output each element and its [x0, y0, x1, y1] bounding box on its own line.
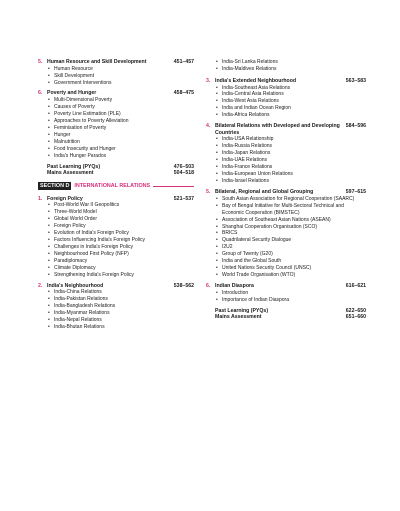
topic-item: • Group of Twenty (G20) — [222, 251, 366, 258]
topic-list — [206, 85, 366, 120]
topic-item: • India-UAE Relations — [222, 157, 366, 164]
chapter — [206, 283, 366, 304]
topic-item: • India-Central Asia Relations — [222, 91, 366, 98]
topic-item: • Bay of Bengal Initiative for Multi-Sectoral Technical and Economic Cooperation (BIMSTEC) — [222, 203, 366, 217]
topic-item: • India-USA Relationship — [222, 136, 366, 143]
topic-list — [38, 97, 194, 160]
section-title: INTERNATIONAL RELATIONS — [74, 182, 151, 189]
topic-item: • India-Maldives Relations — [222, 66, 366, 73]
topic-item: • Three-World Model — [54, 209, 194, 216]
chapter — [206, 78, 366, 119]
chapter-title: Bilateral, Regional and Global Grouping — [215, 189, 314, 196]
chapter-pages: 451–457 — [173, 59, 194, 65]
topic-item: • India-Sri Lanka Relations — [222, 59, 366, 66]
right-chapters — [206, 78, 366, 304]
assessment-row — [38, 170, 194, 177]
chapter-title: Bilateral Relations with Developed and Developing Countries — [215, 123, 340, 136]
topic-item: • India-Israel Relations — [222, 178, 366, 185]
chapter-pages: 563–583 — [345, 77, 366, 84]
topic-item: • India-Myanmar Relations — [54, 310, 194, 317]
section-rule — [153, 186, 194, 187]
chapter-title: Human Resource and Skill Development — [47, 59, 147, 65]
chapter-number: 6. — [38, 90, 43, 97]
chapter-heading — [206, 123, 366, 136]
chapter-heading — [38, 90, 194, 97]
topic-list — [206, 290, 366, 304]
topic-item: • World Trade Organisation (WTO) — [222, 272, 366, 279]
topic-item: • Strengthening India's Foreign Policy — [54, 272, 194, 279]
section-heading — [38, 182, 194, 190]
topic-list — [206, 196, 366, 279]
topic-item: • Poverty Line Estimation (PLE) — [54, 111, 194, 118]
topic-item: • India-Pakistan Relations — [54, 296, 194, 303]
assessment-pages: 622–650 — [345, 307, 366, 314]
chapter-heading — [38, 196, 194, 203]
assessment-row — [38, 164, 194, 171]
topic-list — [38, 202, 194, 278]
chapter-number: 5. — [38, 59, 43, 65]
topic-item: • Evolution of India's Foreign Policy — [54, 230, 194, 237]
assessment-pages: 504–518 — [173, 170, 194, 177]
chapter-title: Indian Diaspora — [215, 283, 254, 290]
section-badge: SECTION D — [40, 182, 70, 189]
assessment-pages: 651–660 — [345, 314, 366, 321]
assessment-label: Past Learning (PYQs) — [47, 163, 101, 170]
topic-item: • Approaches to Poverty Alleviation — [54, 118, 194, 125]
left-assessments — [38, 164, 194, 177]
topic-item: • Quadrilateral Security Dialogue — [222, 237, 366, 244]
assessment-label: Mains Assessment — [47, 170, 94, 177]
topic-list — [206, 136, 366, 185]
chapter-number: 1. — [38, 195, 43, 202]
topic-item: • Association of Southeast Asian Nations (ASEAN) — [222, 217, 366, 224]
chapter — [38, 196, 194, 279]
chapter-number: 3. — [206, 77, 211, 84]
topic-item: • Multi-Dimensional Poverty — [54, 97, 194, 104]
topic-item: • Foreign Policy — [54, 223, 194, 230]
chapter-pages: 616–621 — [345, 283, 366, 290]
topic-item: • Introduction — [222, 290, 366, 297]
chapter-number: 4. — [206, 123, 211, 130]
chapter-pages: 597–615 — [345, 189, 366, 196]
left-chapters-top — [38, 59, 194, 160]
topic-item: • India-West Asia Relations — [222, 98, 366, 105]
assessment-pages: 476–503 — [173, 163, 194, 170]
topic-item: • Neighbourhood First Policy (NFP) — [54, 251, 194, 258]
chapter-number: 2. — [38, 282, 43, 289]
topic-item: • Skill Development — [54, 73, 194, 80]
topic-list — [38, 289, 194, 331]
left-column — [38, 59, 194, 335]
topic-item: • Feminisation of Poverty — [54, 125, 194, 132]
topic-item: • India-France Relations — [222, 164, 366, 171]
topic-item: • Causes of Poverty — [54, 104, 194, 111]
topic-item: • India-China Relations — [54, 289, 194, 296]
chapter-heading — [206, 78, 366, 85]
chapter-pages: 538–562 — [173, 282, 194, 289]
assessment-row — [206, 308, 366, 315]
topic-item: • India-Bangladesh Relations — [54, 303, 194, 310]
chapter-heading — [38, 59, 194, 66]
topic-item: • Importance of Indian Diaspora — [222, 297, 366, 304]
chapter-pages: 584–596 — [345, 123, 366, 130]
topic-item: • Malnutrition — [54, 139, 194, 146]
topic-item: • India-European Union Relations — [222, 171, 366, 178]
topic-item: • Challenges in India's Foreign Policy — [54, 244, 194, 251]
assessment-label: Past Learning (PYQs) — [215, 307, 269, 314]
topic-item: • India and Indian Ocean Region — [222, 105, 366, 112]
topic-item: • Paradiplomacy — [54, 258, 194, 265]
topic-item: • Global World Order — [54, 216, 194, 223]
topic-item: • India's Hunger Paradox — [54, 153, 194, 160]
assessment-label: Mains Assessment — [215, 314, 262, 321]
topic-item: • I2U2 — [222, 244, 366, 251]
chapter-heading — [206, 283, 366, 290]
topic-item: • Shanghai Cooperation Organisation (SCO) — [222, 224, 366, 231]
topic-item: • Hunger — [54, 132, 194, 139]
topic-item: • India-Africa Relations — [222, 112, 366, 119]
right-column — [206, 59, 366, 321]
chapter-number: 5. — [206, 189, 211, 196]
topic-item: • Food Insecurity and Hunger — [54, 146, 194, 153]
chapter-number: 6. — [206, 283, 211, 290]
topic-item: • India-Japan Relations — [222, 150, 366, 157]
topic-item: • India-Nepal Relations — [54, 317, 194, 324]
left-chapters-bottom — [38, 196, 194, 331]
topic-item: • India-Southeast Asia Relations — [222, 85, 366, 92]
topic-item: • Government Interventions — [54, 80, 194, 87]
topic-item: • India-Russia Relations — [222, 143, 366, 150]
chapter — [206, 123, 366, 185]
continued-topic-list — [206, 59, 366, 73]
topic-item: • United Nations Security Council (UNSC) — [222, 265, 366, 272]
topic-list — [38, 66, 194, 87]
chapter-pages: 458–475 — [173, 90, 194, 97]
topic-item: • South Asian Association for Regional Cooperation (SAARC) — [222, 196, 366, 203]
chapter — [206, 189, 366, 279]
chapter-title: Poverty and Hunger — [47, 90, 97, 97]
topic-item: • India-Bhutan Relations — [54, 324, 194, 331]
topic-item: • Climate Diplomacy — [54, 265, 194, 272]
chapter-title: Foreign Policy — [47, 195, 83, 202]
chapter-title: India's Extended Neighbourhood — [215, 77, 297, 84]
chapter — [38, 59, 194, 86]
chapter-pages: 521–537 — [173, 195, 194, 202]
topic-item: • Human Resource — [54, 66, 194, 73]
topic-item: • Post-World War II Geopolitics — [54, 202, 194, 209]
chapter-heading — [38, 283, 194, 290]
chapter — [38, 90, 194, 159]
chapter-heading — [206, 189, 366, 196]
assessment-row — [206, 314, 366, 321]
topic-item: • BRICS — [222, 230, 366, 237]
right-assessments — [206, 308, 366, 321]
topic-item: • Factors Influencing India's Foreign Policy — [54, 237, 194, 244]
topic-item: • India and the Global South — [222, 258, 366, 265]
chapter — [38, 283, 194, 331]
chapter-title: India's Neighbourhood — [47, 282, 104, 289]
